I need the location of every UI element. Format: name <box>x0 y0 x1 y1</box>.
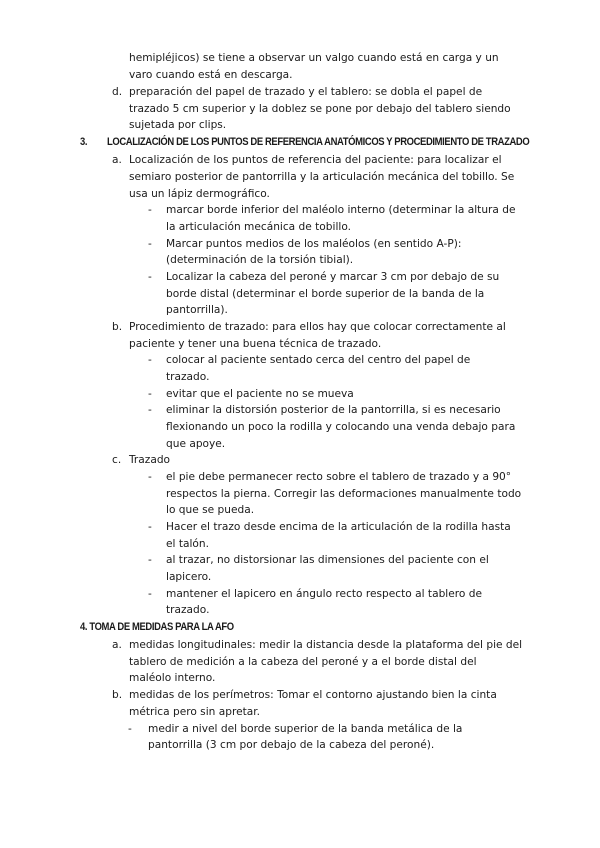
bullet-line: pantorrilla (3 cm por debajo de la cabeza del peroné). <box>148 739 435 751</box>
item-3a-line: semiaro posterior de pantorrilla y la articulación mecánica del tobillo. Se <box>129 171 515 183</box>
item-4a-line: medidas longitudinales: medir la distancia desde la plataforma del pie del <box>129 639 523 651</box>
item-d-line: trazado 5 cm superior y la doblez se pone por debajo del tablero siendo <box>129 103 511 115</box>
list-marker: a. <box>112 154 122 166</box>
list-marker: c. <box>112 454 122 466</box>
bullet-line: marcar borde inferior del maléolo interno (determinar la altura de <box>166 204 516 216</box>
bullet-line: flexionando un poco la rodilla y colocando una venda debajo para <box>166 421 516 433</box>
list-marker: b. <box>112 321 123 333</box>
bullet-dash: - <box>148 521 152 533</box>
bullet-dash: - <box>148 238 152 250</box>
bullet-line: borde distal (determinar el borde superior de la banda de la <box>166 288 485 300</box>
bullet-line: lo que se pueda. <box>166 504 255 516</box>
bullet-dash: - <box>128 723 132 735</box>
bullet-line: el pie debe permanecer recto sobre el tablero de trazado y a 90° <box>166 471 512 483</box>
item-4a-line: maléolo interno. <box>129 672 216 684</box>
section-3-title: LOCALIZACIÓN DE LOS PUNTOS DE REFERENCIA ANATÓMICOS Y PROCEDIMIENTO DE TRAZADO <box>107 136 530 148</box>
bullet-dash: - <box>148 588 152 600</box>
bullet-line: Hacer el trazo desde encima de la articulación de la rodilla hasta <box>166 521 511 533</box>
item-d-line: sujetada por clips. <box>129 119 227 131</box>
bullet-dash: - <box>148 354 152 366</box>
section-3-number: 3. <box>80 136 88 148</box>
item-3c-line: Trazado <box>129 454 171 466</box>
item-4b-line: métrica pero sin apretar. <box>129 706 260 718</box>
bullet-dash: - <box>148 554 152 566</box>
list-marker: d. <box>112 86 123 98</box>
bullet-line: trazado. <box>166 604 210 616</box>
bullet-line: evitar que el paciente no se mueva <box>166 388 354 400</box>
bullet-line: pantorrilla). <box>166 304 228 316</box>
item-4b-line: medidas de los perímetros: Tomar el contorno ajustando bien la cinta <box>129 689 497 701</box>
item-3a-line: Localización de los puntos de referencia del paciente: para localizar el <box>129 154 502 166</box>
bullet-line: al trazar, no distorsionar las dimensiones del paciente con el <box>166 554 489 566</box>
item-4a-line: tablero de medición a la cabeza del peroné y a el borde distal del <box>129 656 477 668</box>
item-d-line: preparación del papel de trazado y el tablero: se dobla el papel de <box>129 86 483 98</box>
bullet-line: (determinación de la torsión tibial). <box>166 254 354 266</box>
section-4-title: 4. TOMA DE MEDIDAS PARA LA AFO <box>80 621 234 633</box>
bullet-line: colocar al paciente sentado cerca del centro del papel de <box>166 354 471 366</box>
bullet-line: el talón. <box>166 538 209 550</box>
bullet-line: mantener el lapicero en ángulo recto respecto al tablero de <box>166 588 482 600</box>
bullet-line: la articulación mecánica de tobillo. <box>166 221 352 233</box>
bullet-line: trazado. <box>166 371 210 383</box>
intro-line: hemipléjicos) se tiene a observar un valgo cuando está en carga y un <box>129 52 499 64</box>
intro-line: varo cuando está en descarga. <box>129 69 293 81</box>
bullet-line: medir a nivel del borde superior de la banda metálica de la <box>148 723 463 735</box>
bullet-line: lapicero. <box>166 571 212 583</box>
bullet-line: Marcar puntos medios de los maléolos (en sentido A-P): <box>166 238 462 250</box>
bullet-dash: - <box>148 404 152 416</box>
item-3a-line: usa un lápiz dermográfico. <box>129 188 270 200</box>
bullet-line: eliminar la distorsión posterior de la pantorrilla, si es necesario <box>166 404 501 416</box>
bullet-dash: - <box>148 471 152 483</box>
bullet-dash: - <box>148 388 152 400</box>
bullet-dash: - <box>148 204 152 216</box>
item-3b-line: paciente y tener una buena técnica de trazado. <box>129 338 382 350</box>
list-marker: b. <box>112 689 123 701</box>
list-marker: a. <box>112 639 122 651</box>
bullet-line: que apoye. <box>166 438 226 450</box>
bullet-dash: - <box>148 271 152 283</box>
item-3b-line: Procedimiento de trazado: para ellos hay que colocar correctamente al <box>129 321 506 333</box>
bullet-line: Localizar la cabeza del peroné y marcar 3 cm por debajo de su <box>166 271 500 283</box>
bullet-line: respectos la pierna. Corregir las deformaciones manualmente todo <box>166 488 522 500</box>
